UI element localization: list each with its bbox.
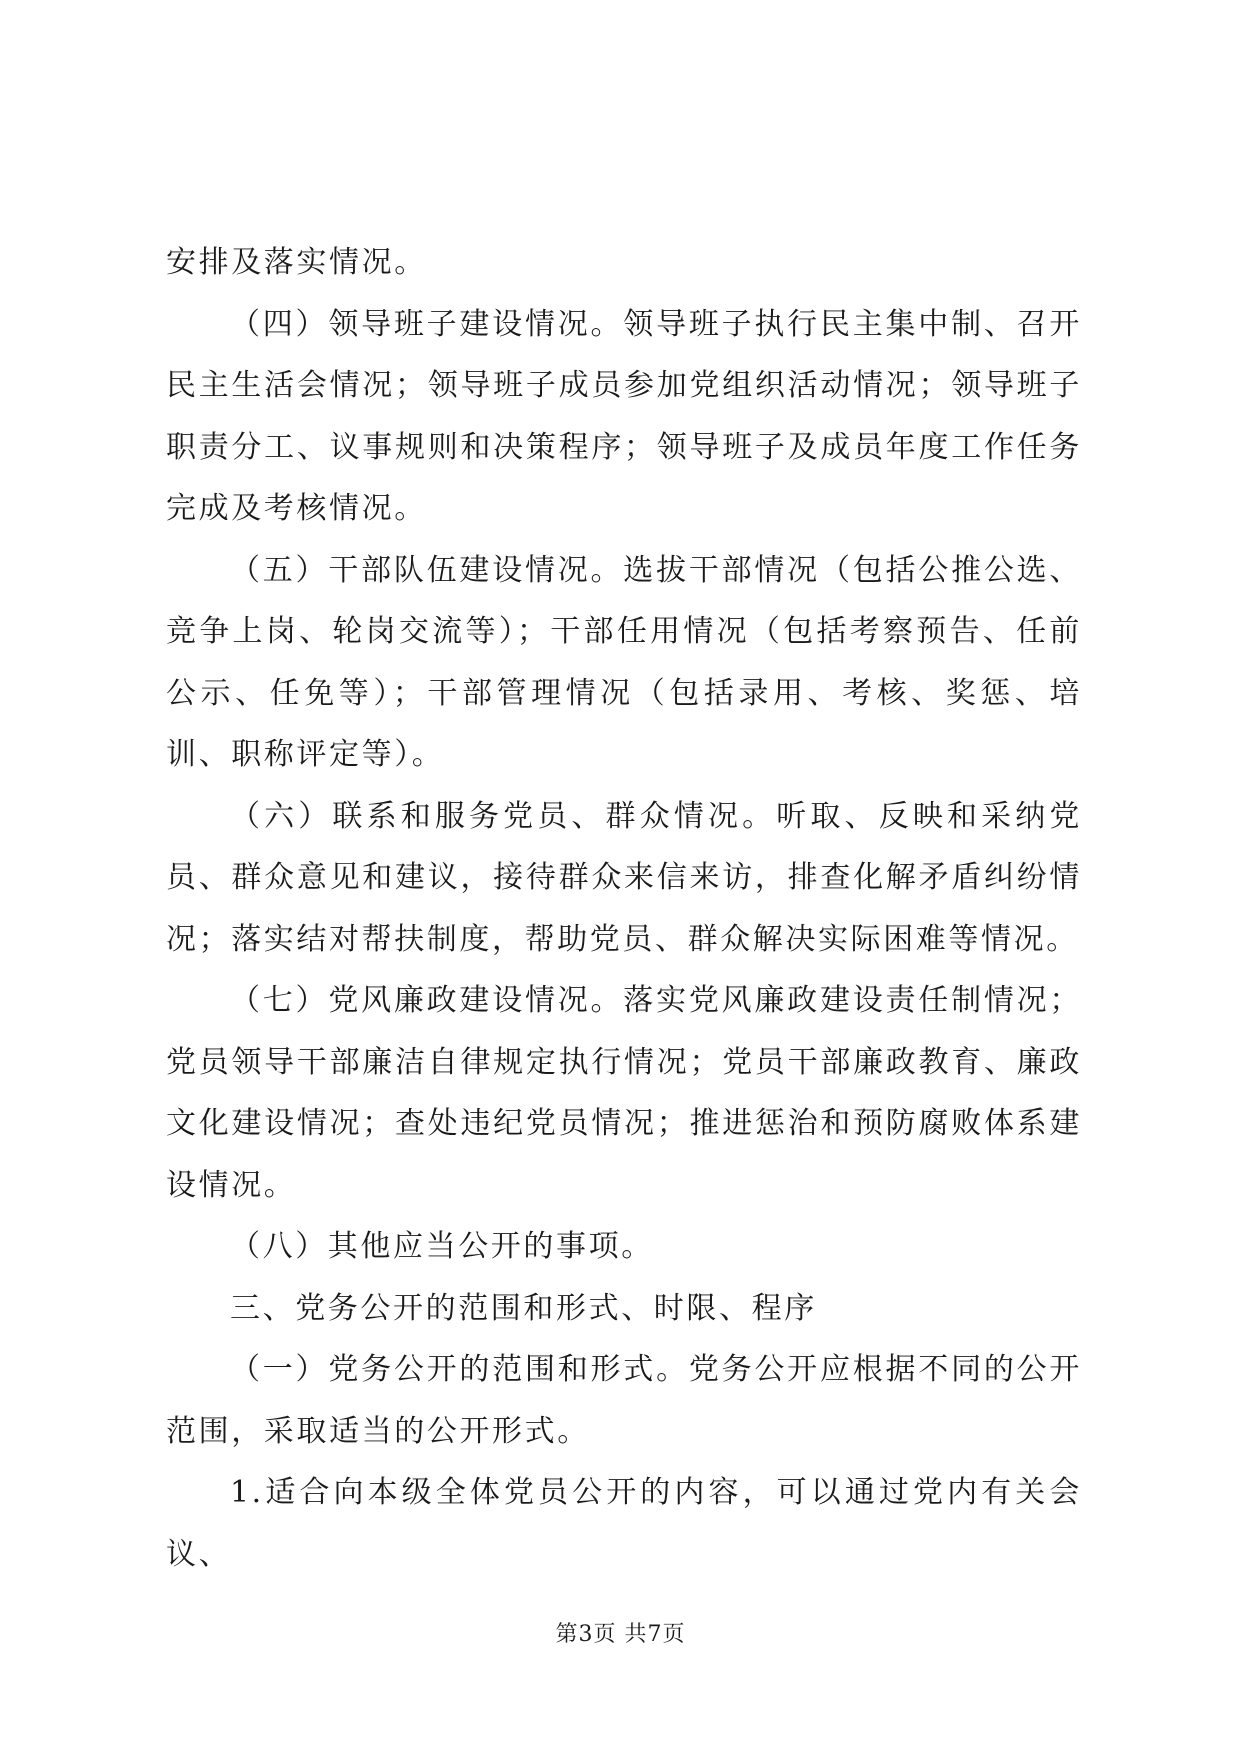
paragraph-leadership-team: （四）领导班子建设情况。领导班子执行民主集中制、召开民主生活会情况；领导班子成员参加党组织活动情况；领导班子职责分工、议事规则和决策程序；领导班子及成员年度工作任务完成及考核情况。 — [166, 306, 1082, 526]
document-body — [166, 232, 1082, 1585]
paragraph-scope-and-form: （一）党务公开的范围和形式。党务公开应根据不同的公开范围，采取适当的公开形式。 — [166, 1352, 1082, 1449]
paragraph-continuation: 安排及落实情况。 — [166, 245, 427, 280]
paragraph-other-matters: （八）其他应当公开的事项。 — [230, 1229, 654, 1264]
section-heading-scope: 三、党务公开的范围和形式、时限、程序 — [230, 1290, 817, 1326]
paragraph-cadre-team: （五）干部队伍建设情况。选拔干部情况（包括公推公选、竞争上岗、轮岗交流等）；干部任用情况（包括考察预告、任前公示、任免等）；干部管理情况（包括录用、考核、奖惩、培训、职称评定等）。 — [166, 552, 1082, 772]
paragraph-clean-governance: （七）党风廉政建设情况。落实党风廉政建设责任制情况；党员领导干部廉洁自律规定执行情况；党员干部廉政教育、廉政文化建设情况；查处违纪党员情况；推进惩治和预防腐败体系建设情况。 — [166, 983, 1082, 1203]
paragraph-item-1: 1.适合向本级全体党员公开的内容，可以通过党内有关会议、 — [166, 1475, 1082, 1572]
paragraph-serving-members: （六）联系和服务党员、群众情况。听取、反映和采纳党员、群众意见和建议，接待群众来信来访，排查化解矛盾纠纷情况；落实结对帮扶制度，帮助党员、群众解决实际困难等情况。 — [166, 798, 1082, 957]
page-number-footer: 第3页 共7页 — [555, 1622, 686, 1647]
